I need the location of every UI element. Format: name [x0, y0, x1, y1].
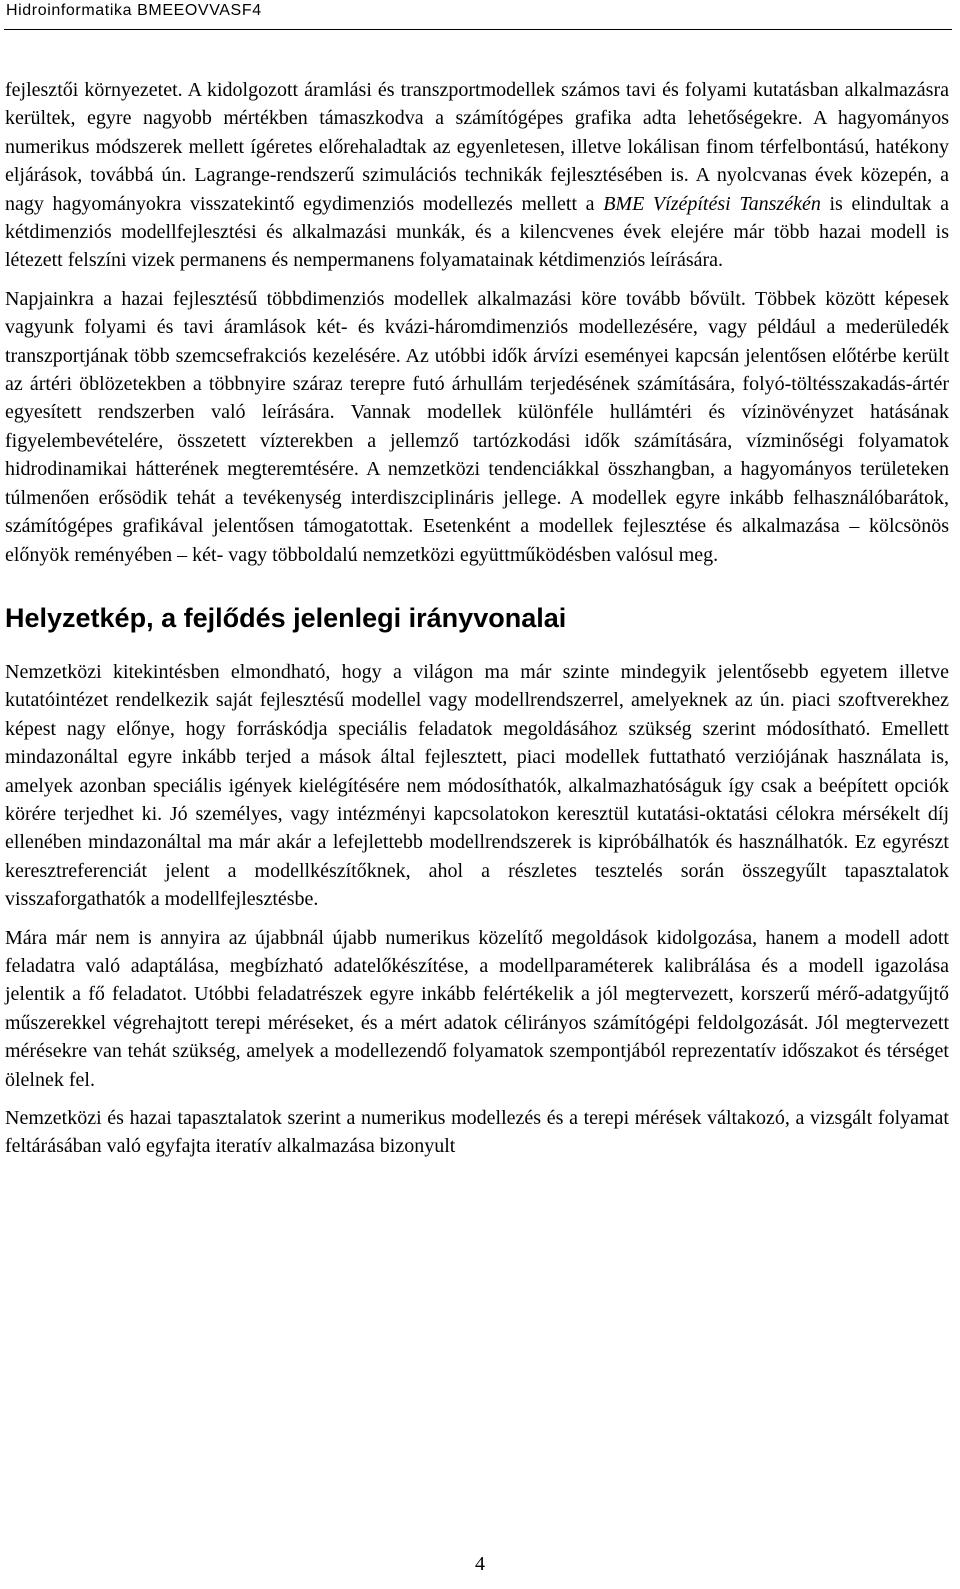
paragraph: Mára már nem is annyira az újabbnál újabb numerikus közelítő megoldások kidolgozása, hanem a modell adott feladatra való adaptálása, megbízható adatelőkészítése, a modellparaméterek kalibrálása és a modell igazolása jelentik a fő feladatot. Utóbbi feladatrészek egyre inkább felértékelik a jól megtervezett, korszerű mérő-adatgyűjtő műszerekkel végrehajtott terepi méréseket, és a mért adatok célirányos számítógépi feldolgozását. Jól megtervezett mérésekre van tehát szükség, amelyek a modellezendő folyamatok szempontjából reprezentatív időszakot és térséget ölelnek fel.	[5, 926, 949, 1091]
paragraph: Nemzetközi kitekintésben elmondható, hogy a világon ma már szinte mindegyik jelentősebb egyetem illetve kutatóintézet rendelkezik saját fejlesztésű modellel vagy modellrendszerrel, amelyeknek az ún. piaci szoftverekhez képest nagy előnye, hogy forráskódja speciális feladatok megoldásához szükség szerint módosítható. Emellett mindazonáltal egyre inkább terjed a mások által fejlesztett, piaci modellek futtatható verziójának használata is, amelyek azonban speciális igények kielégítésére nem módosíthatók, alkalmazhatóságuk így csak a beépített opciók körére terjedhet ki. Jó személyes, vagy intézményi kapcsolatokon keresztül kutatási-oktatási célokra mérsékelt díj ellenében mindazonáltal ma már akár a lefejlettebb modellrendszerek is kipróbálhatók és használhatók. Ez egyrészt keresztreferenciát jelent a modellkészítőknek, ahol a részletes tesztelés során összegyűlt tapasztalatok visszaforgathatók a modellfejlesztésbe.	[5, 660, 949, 911]
paragraph-text: fejlesztői környezetet. A kidolgozott áramlási és transzportmodellek számos tavi és folyami kutatásban alkalmazásra kerültek, egyre nagyobb mértékben támaszkodva a számítógépes grafika adta lehetőségekre. A hagyományos numerikus módszerek mellett ígéretes előrehaladtak az egyenletesen, illetve lokálisan finom térfelbontású, hatékony eljárások, továbbá ún. Lagrange-rendszerű szimulációs technikák fejlesztésében is. A nyolcvanas évek közepén, a nagy hagyományokra visszatekintő egydimenziós modellezés mellett a	[5, 79, 949, 215]
page-number: 4	[475, 1553, 485, 1575]
page-content	[5, 76, 949, 1161]
header-divider	[4, 29, 952, 30]
paragraph: Napjainkra a hazai fejlesztésű többdimenziós modellek alkalmazási köre tovább bővült. Többek között képesek vagyunk folyami és tavi áramlások két- és kvázi-háromdimenziós modellezésére, vagy például a mederüledék transzportjának több szemcsefrakciós kezelésére. Az utóbbi idők árvízi eseményei kapcsán jelentősen előtérbe került az ártéri öblözetekben a többnyire száraz terepre futó árhullám terjedésének számítására, folyó-töltésszakadás-ártér egyesített rendszerben való leírására. Vannak modellek különféle hullámtéri és vízinövényzet hatásának figyelembevételére, összetett vízterekben a jellemző tartózkodási idők számítására, vízminőségi folyamatok hidrodinamikai hátterének megteremtésére. A nemzetközi tendenciákkal összhangban, a hagyományos területeken túlmenően erősödik tehát a tevékenység interdiszciplináris jellege. A modellek egyre inkább felhasználóbarátok, számítógépes grafikával jelentősen támogatottak. Esetenként a modellek fejlesztése és alkalmazása – kölcsönös előnyök reményében – két- vagy többoldalú nemzetközi együttműködésben valósul meg.	[5, 287, 949, 566]
section-heading: Helyzetkép, a fejlődés jelenlegi irányvonalai	[5, 602, 567, 633]
paragraph-text: is elindultak a kétdimenziós modellfejlesztési és alkalmazási munkák, és a kilencvenes évek elejére már több hazai modell is létezett felszíni vizek permanens és nempermanens folyamatainak kétdimenziós leírására.	[5, 192, 950, 272]
paragraph: Nemzetközi és hazai tapasztalatok szerint a numerikus modellezés és a terepi mérések váltakozó, a vizsgált folyamat feltárásában való egyfajta iteratív alkalmazása bizonyult	[5, 1107, 949, 1158]
italic-institution-name: BME Vízépítési Tanszékén	[603, 192, 821, 215]
running-header: Hidroinformatika BMEEOVVASF4	[6, 2, 262, 19]
paragraph	[5, 76, 949, 275]
